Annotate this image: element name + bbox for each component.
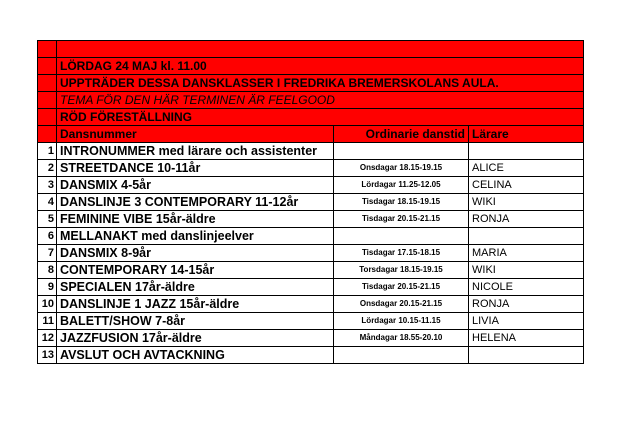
table-row [38,177,584,194]
class-time [334,143,469,160]
header-theme-row [38,92,584,109]
table-row [38,194,584,211]
teacher-name: ALICE [469,160,584,177]
event-theme: TEMA FÖR DEN HÄR TERMINEN ÄR FEELGOOD [57,92,584,109]
dance-name: JAZZFUSION 17år-äldre [57,330,334,347]
table-row [38,160,584,177]
dance-name: CONTEMPORARY 14-15år [57,262,334,279]
row-number: 5 [38,211,57,228]
table-row [38,143,584,160]
table-row [38,245,584,262]
teacher-name [469,228,584,245]
teacher-name: MARIA [469,245,584,262]
teacher-name: WIKI [469,194,584,211]
dance-name: AVSLUT OCH AVTACKNING [57,347,334,364]
row-number: 10 [38,296,57,313]
row-number: 9 [38,279,57,296]
row-number: 7 [38,245,57,262]
class-time: Måndagar 18.55-20.10 [334,330,469,347]
dance-name: INTRONUMMER med lärare och assistenter [57,143,334,160]
class-time: Lördagar 11.25-12.05 [334,177,469,194]
teacher-name: HELENA [469,330,584,347]
teacher-name [469,347,584,364]
header-venue-row [38,75,584,92]
dance-name: DANSLINJE 3 CONTEMPORARY 11-12år [57,194,334,211]
dance-name: MELLANAKT med danslinjeelver [57,228,334,245]
row-number: 1 [38,143,57,160]
table-row [38,211,584,228]
class-time [334,347,469,364]
row-number: 12 [38,330,57,347]
class-time: Onsdagar 18.15-19.15 [334,160,469,177]
teacher-name: WIKI [469,262,584,279]
column-header-row [38,126,584,143]
dance-name: DANSMIX 4-5år [57,177,334,194]
row-number: 3 [38,177,57,194]
class-time: Tisdagar 20.15-21.15 [334,279,469,296]
class-time [334,228,469,245]
class-time: Tisdagar 18.15-19.15 [334,194,469,211]
row-number: 6 [38,228,57,245]
dance-name: FEMININE VIBE 15år-äldre [57,211,334,228]
table-row [38,330,584,347]
table-row [38,296,584,313]
row-number: 4 [38,194,57,211]
teacher-name: CELINA [469,177,584,194]
event-venue: UPPTRÄDER DESSA DANSKLASSER I FREDRIKA BREMERSKOLANS AULA. [57,75,584,92]
class-time: Tisdagar 20.15-21.15 [334,211,469,228]
dance-name: DANSMIX 8-9år [57,245,334,262]
dance-name: STREETDANCE 10-11år [57,160,334,177]
table-row [38,279,584,296]
row-number: 11 [38,313,57,330]
program-table [37,40,584,364]
class-time: Torsdagar 18.15-19.15 [334,262,469,279]
row-number: 8 [38,262,57,279]
column-header-teacher: Lärare [469,126,584,143]
table-row [38,228,584,245]
column-header-time: Ordinarie danstid [334,126,469,143]
show-title: RÖD FÖRESTÄLLNING [57,109,584,126]
teacher-name: NICOLE [469,279,584,296]
table-row [38,313,584,330]
program-rows [38,143,584,364]
row-number: 13 [38,347,57,364]
class-time: Onsdagar 20.15-21.15 [334,296,469,313]
column-header-dance: Dansnummer [57,126,334,143]
teacher-name: RONJA [469,211,584,228]
dance-name: DANSLINJE 1 JAZZ 15år-äldre [57,296,334,313]
teacher-name [469,143,584,160]
class-time: Tisdagar 17.15-18.15 [334,245,469,262]
dance-name: BALETT/SHOW 7-8år [57,313,334,330]
event-date: LÖRDAG 24 MAJ kl. 11.00 [57,58,584,75]
class-time: Lördagar 10.15-11.15 [334,313,469,330]
table-row [38,262,584,279]
dance-name: SPECIALEN 17år-äldre [57,279,334,296]
header-show-row [38,109,584,126]
row-number: 2 [38,160,57,177]
header-blank-row [38,41,584,58]
table-row [38,347,584,364]
header-date-row [38,58,584,75]
teacher-name: LIVIA [469,313,584,330]
teacher-name: RONJA [469,296,584,313]
